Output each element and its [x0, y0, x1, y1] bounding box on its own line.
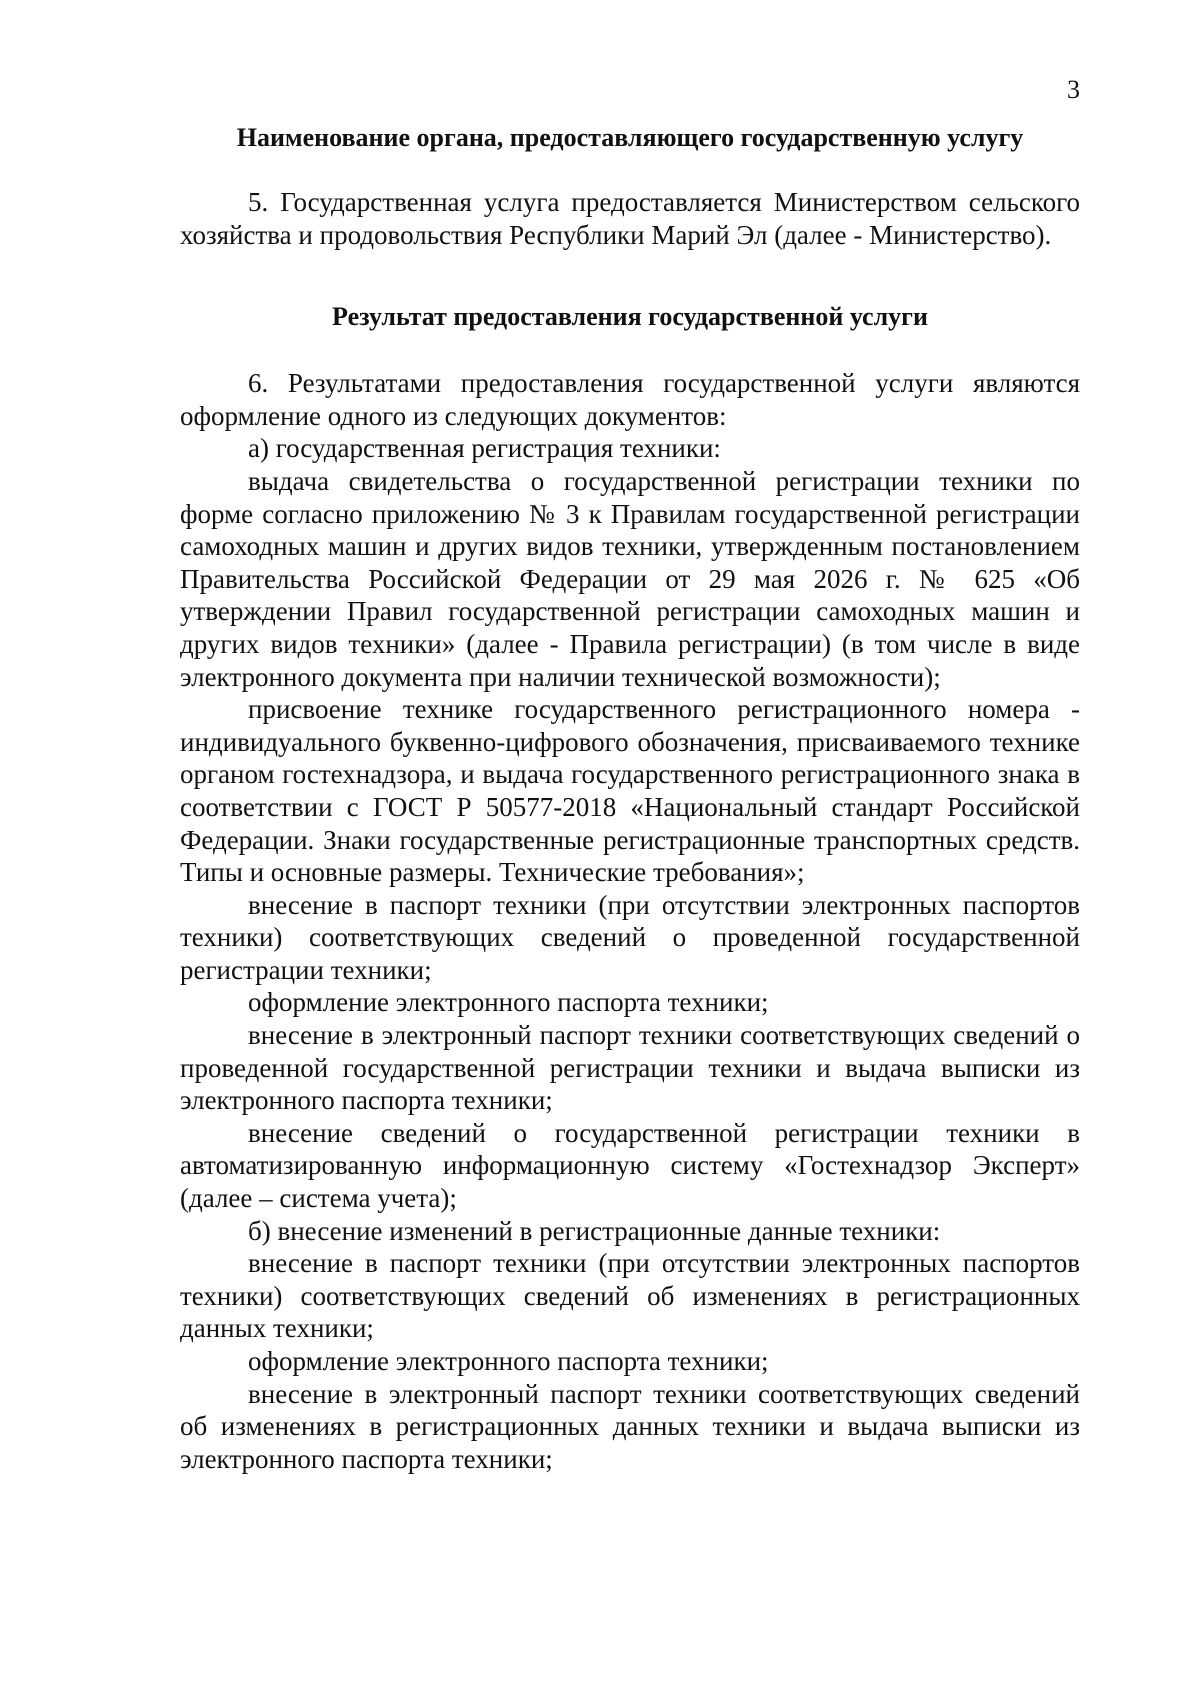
document-body [180, 122, 1080, 1475]
page-number: 3 [1067, 75, 1080, 104]
list-item-a: а) государственная регистрация техники: [248, 433, 721, 464]
paragraph-passport-changes: внесение в паспорт техники (при отсутствии электронных паспортов техники) соответствующих сведений об изменениях в регистрационных данных техники; [180, 1248, 1080, 1344]
section-heading-result: Результат предоставления государственной услуги [332, 302, 928, 332]
paragraph-electronic-passport-changes: внесение в электронный паспорт техники соответствующих сведений об изменениях в регистрационных данных техники и выдача выписки из электронного паспорта техники; [180, 1378, 1080, 1474]
paragraph-electronic-passport: оформление электронного паспорта техники; [248, 987, 769, 1018]
paragraph-passport-entry: внесение в паспорт техники (при отсутствии электронных паспортов техники) соответствующих сведений о проведенной государственной регистрации техники; [180, 889, 1080, 985]
paragraph-system-entry: внесение сведений о государственной регистрации техники в автоматизированную информационную систему «Гостехнадзор Эксперт» (далее – система учета); [180, 1117, 1080, 1214]
list-item-b: б) внесение изменений в регистрационные данные техники: [248, 1215, 941, 1246]
paragraph-certificate: выдача свидетельства о государственной регистрации техники по форме согласно приложению № 3 к Правилам государственной регистрации самоходных машин и других видов техники, утвержденным постановлением Правительства Российской Федерации от 29 мая 2026 г. № 625 «Об утверждении Правил государственной регистрации самоходных машин и других видов техники» (далее - Правила регистрации) (в том числе в виде электронного документа при наличии технической возможности); [180, 465, 1080, 692]
paragraph-registration-number: присвоение технике государственного регистрационного номера - индивидуального буквенно-цифрового обозначения, присваиваемого технике органом гостехнадзора, и выдача государственного регистрационного знака в соответствии с ГОСТ Р 50577-2018 «Национальный стандарт Российской Федерации. Знаки государственные регистрационные транспортных средств. Типы и основные размеры. Технические требования»; [180, 694, 1080, 888]
paragraph-5: 5. Государственная услуга предоставляется Министерством сельского хозяйства и продовольствия Республики Марий Эл (далее - Министерство). [180, 187, 1080, 250]
section-heading-authority: Наименование органа, предоставляющего государственную услугу [236, 123, 1024, 152]
paragraph-electronic-passport-2: оформление электронного паспорта техники; [248, 1346, 769, 1376]
paragraph-electronic-passport-entry: внесение в электронный паспорт техники соответствующих сведений о проведенной государственной регистрации техники и выдача выписки из электронного паспорта техники; [180, 1020, 1080, 1116]
paragraph-6: 6. Результатами предоставления государственной услуги являются оформление одного из следующих документов: [180, 368, 1080, 431]
